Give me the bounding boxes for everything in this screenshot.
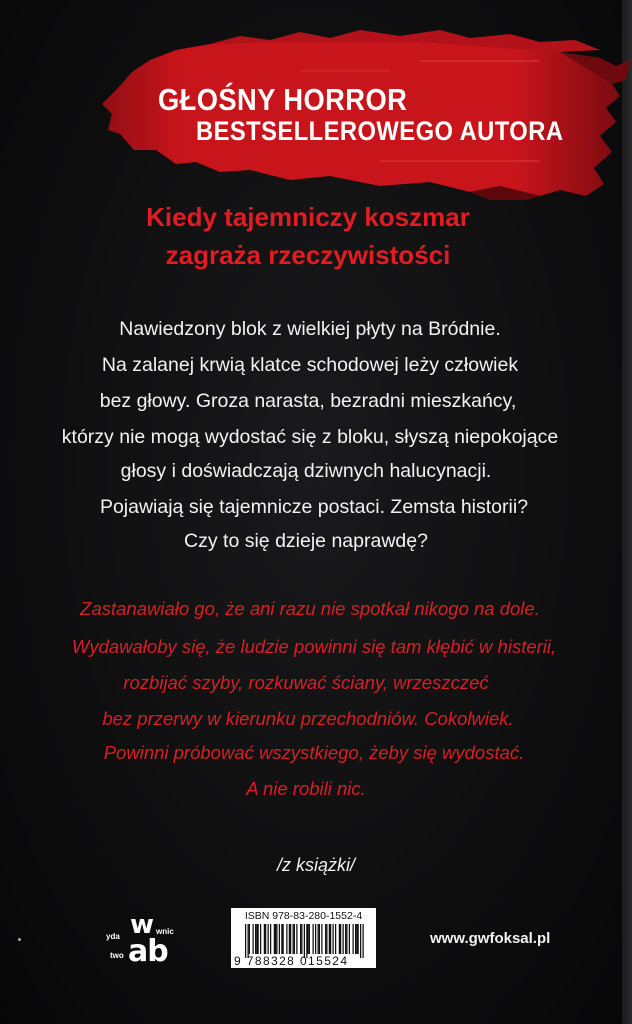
barcode-bar	[335, 924, 336, 954]
barcode-bar	[326, 924, 327, 954]
isbn-digits: 9 788328 015524	[234, 954, 349, 968]
quote-line: bez przerwy w kierunku przechodniów. Cokolwiek.	[102, 708, 514, 729]
barcode-bar	[270, 924, 271, 954]
blurb-line: Na zalanej krwią klatce schodowej leży człowiek	[101, 354, 519, 376]
barcode-bar	[260, 924, 261, 954]
barcode-bar	[256, 924, 257, 954]
barcode-bar	[318, 924, 319, 954]
banner-title-line1: GŁOŚNY HORROR	[158, 82, 408, 117]
barcode-bar	[248, 924, 249, 958]
barcode-bar	[293, 924, 294, 954]
barcode-bar	[301, 924, 302, 954]
quote-line: rozbijać szyby, rozkuwać ściany, wrzeszczeć	[123, 672, 489, 693]
barcode-bar	[325, 924, 326, 954]
barcode-bar	[306, 924, 307, 958]
barcode-bar	[356, 924, 357, 954]
logo-ab: ab	[128, 934, 168, 969]
barcode-bar	[294, 924, 295, 954]
barcode-bar	[321, 924, 322, 954]
barcode-bar	[255, 924, 256, 954]
publisher-website: www.gwfoksal.pl	[430, 930, 551, 947]
barcode-bar	[253, 924, 254, 954]
decorative-dot	[18, 938, 21, 941]
barcode-bar	[249, 924, 250, 954]
barcode-bar	[290, 924, 291, 954]
logo-w: w	[130, 910, 155, 940]
quote-line: Powinni próbować wszystkiego, żeby się wydostać.	[103, 742, 525, 763]
barcode-bar	[315, 924, 316, 954]
barcode-bar	[275, 924, 276, 954]
logo-two: two	[110, 951, 124, 960]
barcode-bar	[281, 924, 282, 954]
barcode-bar	[346, 924, 347, 954]
barcode-bar	[339, 924, 340, 954]
barcode-bar	[340, 924, 341, 954]
barcode-bar	[283, 924, 284, 954]
barcode-bar	[258, 924, 259, 954]
barcode-bar	[264, 924, 265, 954]
barcode-bar	[268, 924, 269, 954]
barcode-bar	[276, 924, 277, 954]
blurb-line: bez głowy. Groza narasta, bezradni mieszkańcy,	[99, 390, 517, 412]
barcode-bar	[300, 924, 301, 954]
barcode-bar	[289, 924, 290, 954]
barcode-bar	[265, 924, 266, 954]
barcode-bar	[349, 924, 350, 954]
blurb-line: Czy to się dzieje naprawdę?	[184, 530, 428, 552]
logo-wnic: wnic	[156, 927, 174, 936]
barcode-bar	[345, 924, 346, 954]
barcode-bar	[360, 924, 361, 958]
barcode-bar	[329, 924, 330, 954]
barcode-bar	[279, 924, 280, 954]
barcode-bar	[245, 924, 246, 958]
barcode-bar	[358, 924, 359, 954]
tagline-line2: zagraża rzeczywistości	[165, 240, 451, 270]
barcode-bar	[355, 924, 356, 954]
isbn-label: ISBN 978-83-280-1552-4	[244, 910, 363, 922]
barcode-bar	[343, 924, 344, 954]
barcode-bar	[353, 924, 354, 954]
isbn-barcode	[231, 908, 376, 968]
blurb-line: Nawiedzony blok z wielkiej płyty na Bródnie.	[119, 318, 501, 340]
logo-yda: yda	[106, 932, 120, 941]
barcode-bar	[286, 924, 287, 954]
barcode-bar	[363, 924, 364, 958]
blurb-line: którzy nie mogą wydostać się z bloku, słyszą niepokojące	[61, 426, 559, 448]
barcode-bar	[319, 924, 320, 954]
quote-line: Wydawałoby się, że ludzie powinni się tam kłębić w histerii,	[71, 636, 557, 657]
barcode-bar	[304, 924, 305, 958]
blurb-line: głosy i doświadczają dziwnych halucynacji.	[120, 460, 492, 482]
banner-title-line2: BESTSELLEROWEGO AUTORA	[196, 116, 564, 146]
barcode-bar	[313, 924, 314, 954]
barcode-bar	[330, 924, 331, 954]
tagline-line1: Kiedy tajemniczy koszmar	[146, 202, 470, 232]
barcode-bar	[309, 924, 310, 954]
quote-line: Zastanawiało go, że ani razu nie spotkał nikogo na dole.	[80, 598, 540, 619]
barcode-bar	[308, 924, 309, 954]
barcode-bar	[333, 924, 334, 954]
publisher-logo	[106, 910, 174, 969]
quote-source: /z książki/	[276, 855, 355, 875]
barcode-bar	[296, 924, 297, 954]
barcode-bar	[274, 924, 275, 954]
blurb-line: Pojawiają się tajemnicze postaci. Zemsta historii?	[99, 496, 529, 518]
quote-line: A nie robili nic.	[246, 778, 366, 799]
